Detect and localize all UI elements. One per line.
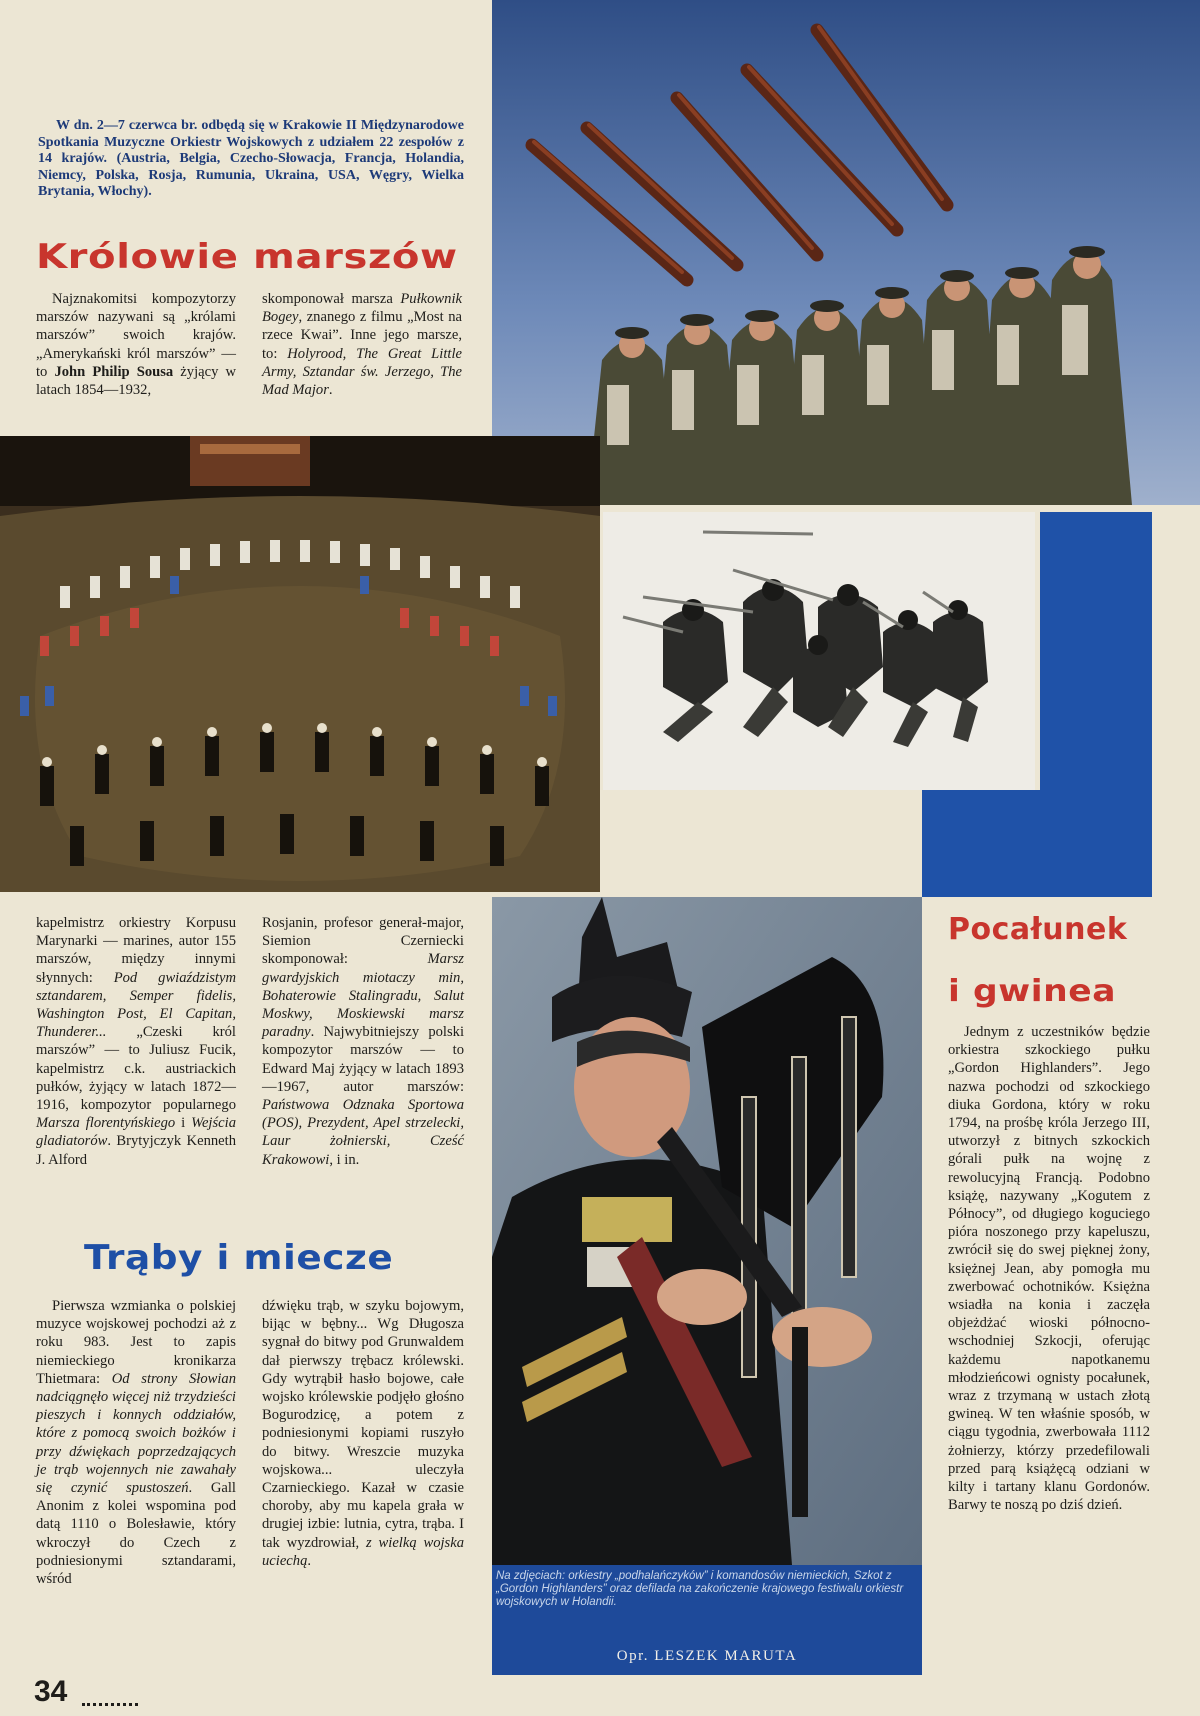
kings-col1-top: Najznakomitsi kompozytorzy marszów nazywani są „królami marszów” swoich krajów. „Amerykański król marszów” — to John Philip Sousa żyjący w latach 1854—1932, — [36, 291, 237, 399]
intro-paragraph: W dn. 2—7 czerwca br. odbędą się w Krakowie II Międzynarodowe Spotkania Muzyczne Orkiestr Wojskowych z udziałem 22 zespołów z 14 krajów. (Austria, Belgia, Czecho-Słowacja, Francja, Holandia, Niemcy, Polska, Rosja, Rumunia, Ukraina, USA, Węgry, Wielka Brytania, Włochy). — [38, 118, 464, 199]
blue-panel-lower — [922, 790, 1152, 897]
heading-traby-i-miecze: Trąby i miecze — [84, 1238, 394, 1278]
page-number-dots — [82, 1703, 138, 1709]
kings-col2-top: skomponował marsza Pułkownik Bogey, znanego z filmu „Most na rzece Kwai”. Inne jego marsze, to: Holyrood, The Great Little Army, Sztandar św. Jerzego, The Mad Major. — [262, 291, 462, 399]
heading-i-gwinea: i gwinea — [948, 974, 1117, 1009]
photo-scottish-piper — [492, 897, 922, 1565]
photo-caption: Na zdjęciach: orkiestry „podhalańczyków” i komandosów niemieckich, Szkot z „Gordon Highlanders” oraz defilada na zakończenie krajowego festiwalu orkiestr wojskowych w Holandii. — [496, 1570, 904, 1608]
photo-jumping-trumpeters — [603, 512, 1035, 790]
heading-pocalunek: Pocałunek — [948, 912, 1128, 947]
kings-col2-bottom: Rosjanin, profesor generał-major, Siemion Czerniecki skomponował: Marsz gwardyjskich miotaczy min, Bohaterowie Stalingradu, Salut Moskwy, Moskiewski marsz paradny. Najwybitniejszy polski kompozytor marszów — to Edward Maj żyjący w latach 1893—1967, autor marszów: Państwowa Odznaka Sportowa (POS), Prezydent, Apel strzelecki, Laur żołnierski, Cześć Krakowowi, i in. — [262, 915, 464, 1168]
heading-krolowie-marszow: Królowie marszów — [36, 237, 458, 277]
kings-col1-bottom: kapelmistrz orkiestry Korpusu Marynarki — marines, autor 155 marszów, między innymi słynnych: Pod gwiaździstym sztandarem, Semper fidelis, Washington Post, El Capitan, Thunderer... „Czeski król marszów” — to Juliusz Fucik, kapelmistrz c.k. austriackich pułków, żyjący w latach 1872—1916, kompozytor popularnego Marsza florentyńskiego i Wejścia gladiatorów. Brytyjczyk Kenneth J. Alford — [36, 915, 236, 1168]
photo-night-parade — [0, 436, 600, 892]
author-credit: Opr. LESZEK MARUTA — [616, 1648, 798, 1664]
kiss-col: Jednym z uczestników będzie orkiestra szkockiego pułku „Gordon Highlanders”. Jego nazwa pochodzi od szkockiego diuka Gordona, który w roku 1794, na prośbę króla Jerzego III, utworzył z bitnych szkockich górali pułk na wojnę z rewolucyjną Francją. Podobno książę, nazywany „Kogutem z Północy”, od długiego koguciego pióra noszonego przy kapeluszu, zwrócił się do swej pięknej żony, księżnej Jean, aby pomogła mu zwerbować ochotników. Księżna wsiadła na konia i zaczęła objeżdżać wioski północno-wschodniej Szkocji, oferując każdemu napotkanemu młodzieńcowi ognisty pocałunek, wraz z trzymaną w ustach złotą gwineą. W ten właśnie sposób, w ciągu tygodnia, zwerbowała 1112 żołnierzy, którzy przedefilowali przed parą książęcą odziani w kilty i tartany klanu Gordonów. Barwy te noszą po dziś dzień. — [948, 1024, 1150, 1514]
trumpets-col2: dźwięku trąb, w szyku bojowym, bijąc w bębny... Wg Długosza sygnał do bitwy pod Grunwaldem dał pierwszy trębacz królewski. Gdy wytrąbił hasło bojowe, całe wojsko królewskie podjęło głośno Bogurodzicę, a potem z podniesionymi kopiami ruszyło do bitwy. Wreszcie muzyka wojskowa... uleczyła Czarnieckiego. Kazał w czasie choroby, aby mu kapela grała w drugiej izbie: lutnia, cytra, trąba. I tak wyzdrowiał, z wielką wojska uciechą. — [262, 1298, 464, 1569]
trumpets-col1: Pierwsza wzmianka o polskiej muzyce wojskowej pochodzi aż z roku 983. Jest to zapis niemieckiego kronikarza Thietmara: Od strony Słowian nadciągnęło więcej niż trzydzieści pieszych i konnych oddziałów, które z pomocą swoich bożków i przy dźwiękach poprzedzających je trąb wojennych nie zawahały się czynić spustoszeń. Gall Anonim z kolei wspomina pod datą 1110 o Bolesławie, który wkroczył do Czech z podniesionymi sztandarami, wśród — [36, 1298, 237, 1588]
page-number: 34 — [34, 1675, 68, 1708]
photo-horn-players — [492, 0, 1200, 505]
